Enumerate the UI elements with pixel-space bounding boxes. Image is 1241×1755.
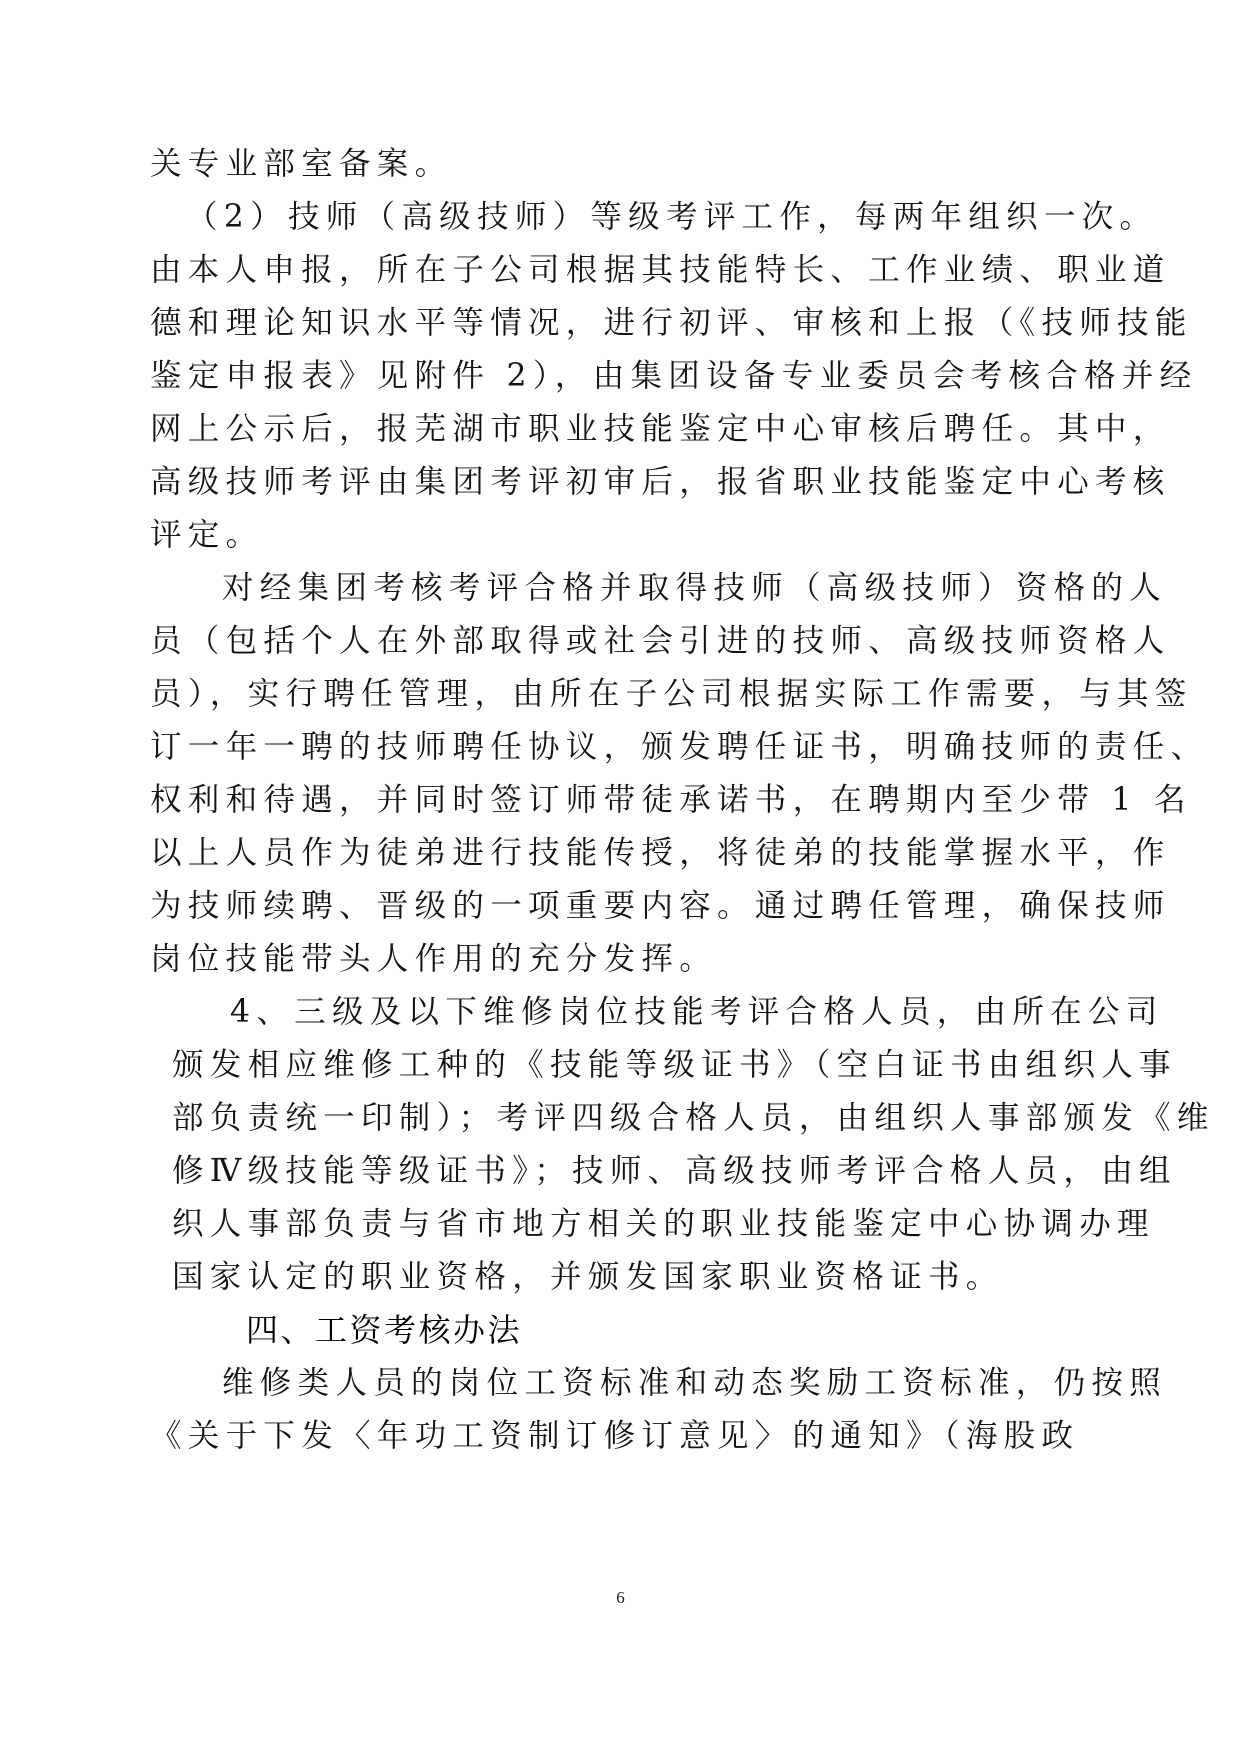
body-text-line: 权利和待遇，并同时签订师带徒承诺书，在聘期内至少带 1 名: [150, 782, 1192, 818]
body-text-line: 颁发相应维修工种的《技能等级证书》（空白证书由组织人事: [172, 1047, 1177, 1083]
body-text-line: 网上公示后，报芜湖市职业技能鉴定中心审核后聘任。其中，: [150, 411, 1171, 447]
body-text-line: 德和理论知识水平等情况，进行初评、审核和上报（《技师技能: [150, 305, 1193, 341]
body-text-line: 员（包括个人在外部取得或社会引进的技师、高级技师资格人: [150, 623, 1171, 659]
body-text-line: 岗位技能带头人作用的充分发挥。: [150, 941, 718, 977]
body-text-line: 订一年一聘的技师聘任协议，颁发聘任证书，明确技师的责任、: [150, 729, 1209, 765]
page-number: 6: [616, 1588, 625, 1607]
body-text-line: 维修类人员的岗位工资标准和动态奖励工资标准，仍按照: [222, 1365, 1168, 1401]
body-text-line: 评定。: [150, 517, 264, 553]
body-text-line: 关专业部室备案。: [150, 146, 453, 182]
body-text-line: 鉴定申报表》见附件 2），由集团设备专业委员会考核合格并经: [150, 358, 1198, 394]
body-text-line: 部负责统一印制）；考评四级合格人员，由组织人事部颁发《维: [172, 1100, 1215, 1136]
body-text-line: 对经集团考核考评合格并取得技师（高级技师）资格的人: [222, 570, 1168, 606]
body-text-line: 修Ⅳ级技能等级证书》；技师、高级技师考评合格人员，由组: [172, 1153, 1177, 1189]
body-text-line: 织人事部负责与省市地方相关的职业技能鉴定中心协调办理: [172, 1206, 1155, 1242]
body-text-line: 4、三级及以下维修岗位技能考评合格人员，由所在公司: [230, 994, 1164, 1030]
section-heading: 四、工资考核办法: [246, 1311, 523, 1349]
body-text-line: 高级技师考评由集团考评初审后，报省职业技能鉴定中心考核: [150, 464, 1171, 500]
body-text-line: 《关于下发〈年功工资制订修订意见〉的通知》（海股政: [150, 1418, 1080, 1454]
body-text-line: （2）技师（高级技师）等级考评工作，每两年组织一次。: [186, 199, 1158, 235]
body-text-line: 员），实行聘任管理，由所在子公司根据实际工作需要，与其签: [150, 676, 1193, 712]
body-text-line: 国家认定的职业资格，并颁发国家职业资格证书。: [172, 1259, 1004, 1295]
body-text-line: 以上人员作为徒弟进行技能传授，将徒弟的技能掌握水平，作: [150, 835, 1171, 871]
body-text-line: 由本人申报，所在子公司根据其技能特长、工作业绩、职业道: [150, 252, 1171, 288]
body-text-line: 为技师续聘、晋级的一项重要内容。通过聘任管理，确保技师: [150, 888, 1171, 924]
